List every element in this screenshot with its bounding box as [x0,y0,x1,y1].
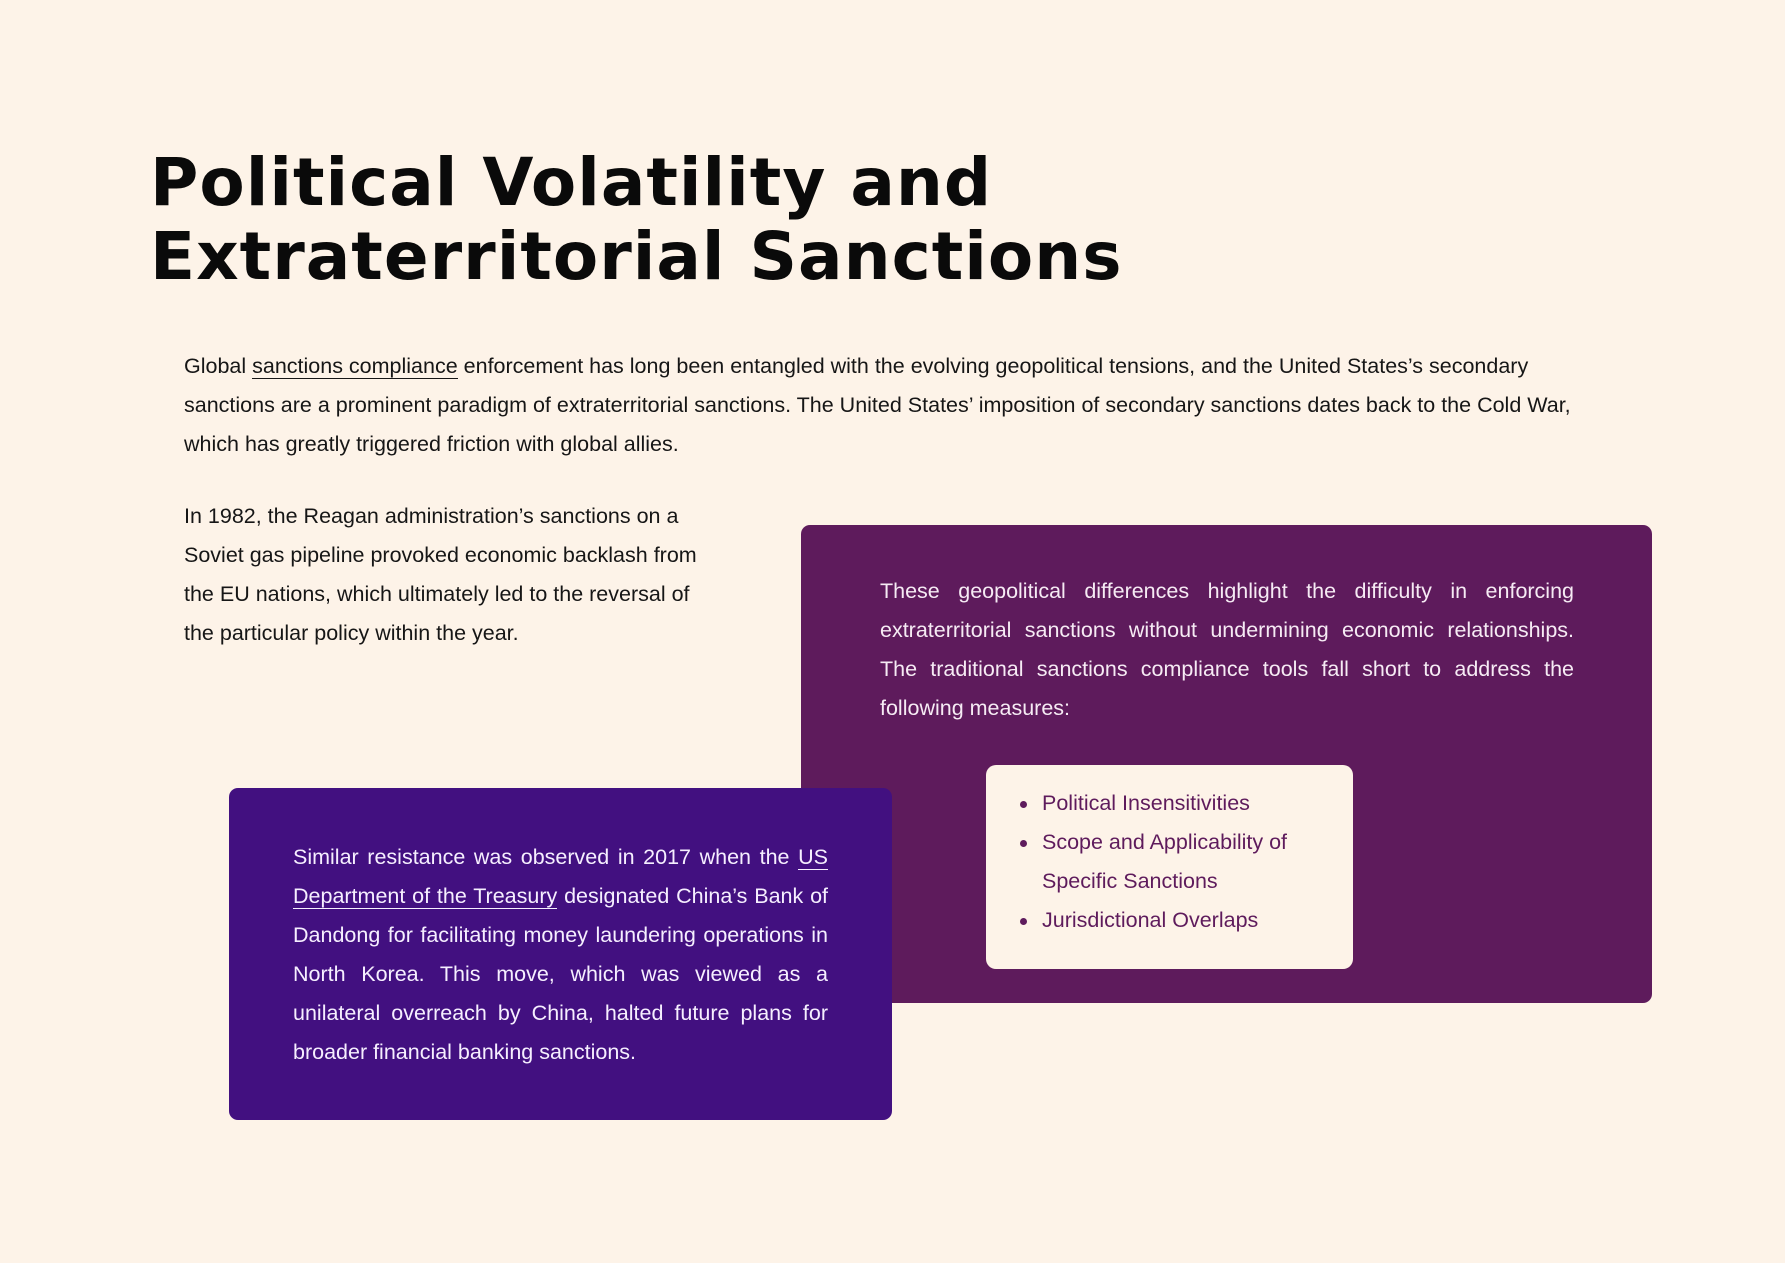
page-title [150,146,1123,294]
measures-list [1042,784,1342,940]
list-item [1042,901,1342,940]
measure-label: Scope and Applicability of Specific Sanctions [1042,830,1288,893]
intro-text-start: Global [184,354,253,378]
intro-text-end: enforcement has long been entangled with the evolving geopolitical tensions, and the United States’s secondary sanctions are a prominent paradigm of extraterritorial sanctions. The United States’ imposition of secondary sanctions dates back to the Cold War, which has greatly triggered friction with global allies. [184,354,1571,456]
measures-card [986,765,1353,969]
us-treasury-link[interactable]: US Department of the Treasury [293,845,828,908]
list-item [1042,784,1342,823]
sanctions-compliance-link[interactable]: sanctions compliance [252,354,458,378]
highlight-box [801,525,1652,1003]
history-paragraph: In 1982, the Reagan administration’s sanctions on a Soviet gas pipeline provoked economic backlash from the EU nations, which ultimately led to the reversal of the particular policy within the year. [184,504,697,645]
example-text [293,838,828,1072]
title-line-2: Extraterritorial Sanctions [150,218,1123,295]
measure-label: Jurisdictional Overlaps [1042,908,1259,932]
bullet-icon [1020,840,1027,847]
example-text-end: designated China’s Bank of Dandong for facilitating money laundering operations in North Korea. This move, which was viewed as a unilateral overreach by China, halted future plans for broader financial banking sanctions. [293,884,829,1064]
highlight-text: These geopolitical differences highlight the difficulty in enforcing extraterritorial sanctions without undermining economic relationships. The traditional sanctions compliance tools fall short to address the following measures: [880,579,1574,720]
list-item [1042,823,1342,901]
bullet-icon [1020,918,1027,925]
intro-paragraph [184,347,1624,464]
measure-label: Political Insensitivities [1042,791,1250,815]
example-text-start: Similar resistance was observed in 2017 when the [293,845,799,869]
bullet-icon [1020,801,1027,808]
title-line-1: Political Volatility and [150,144,993,221]
example-box [229,788,892,1120]
